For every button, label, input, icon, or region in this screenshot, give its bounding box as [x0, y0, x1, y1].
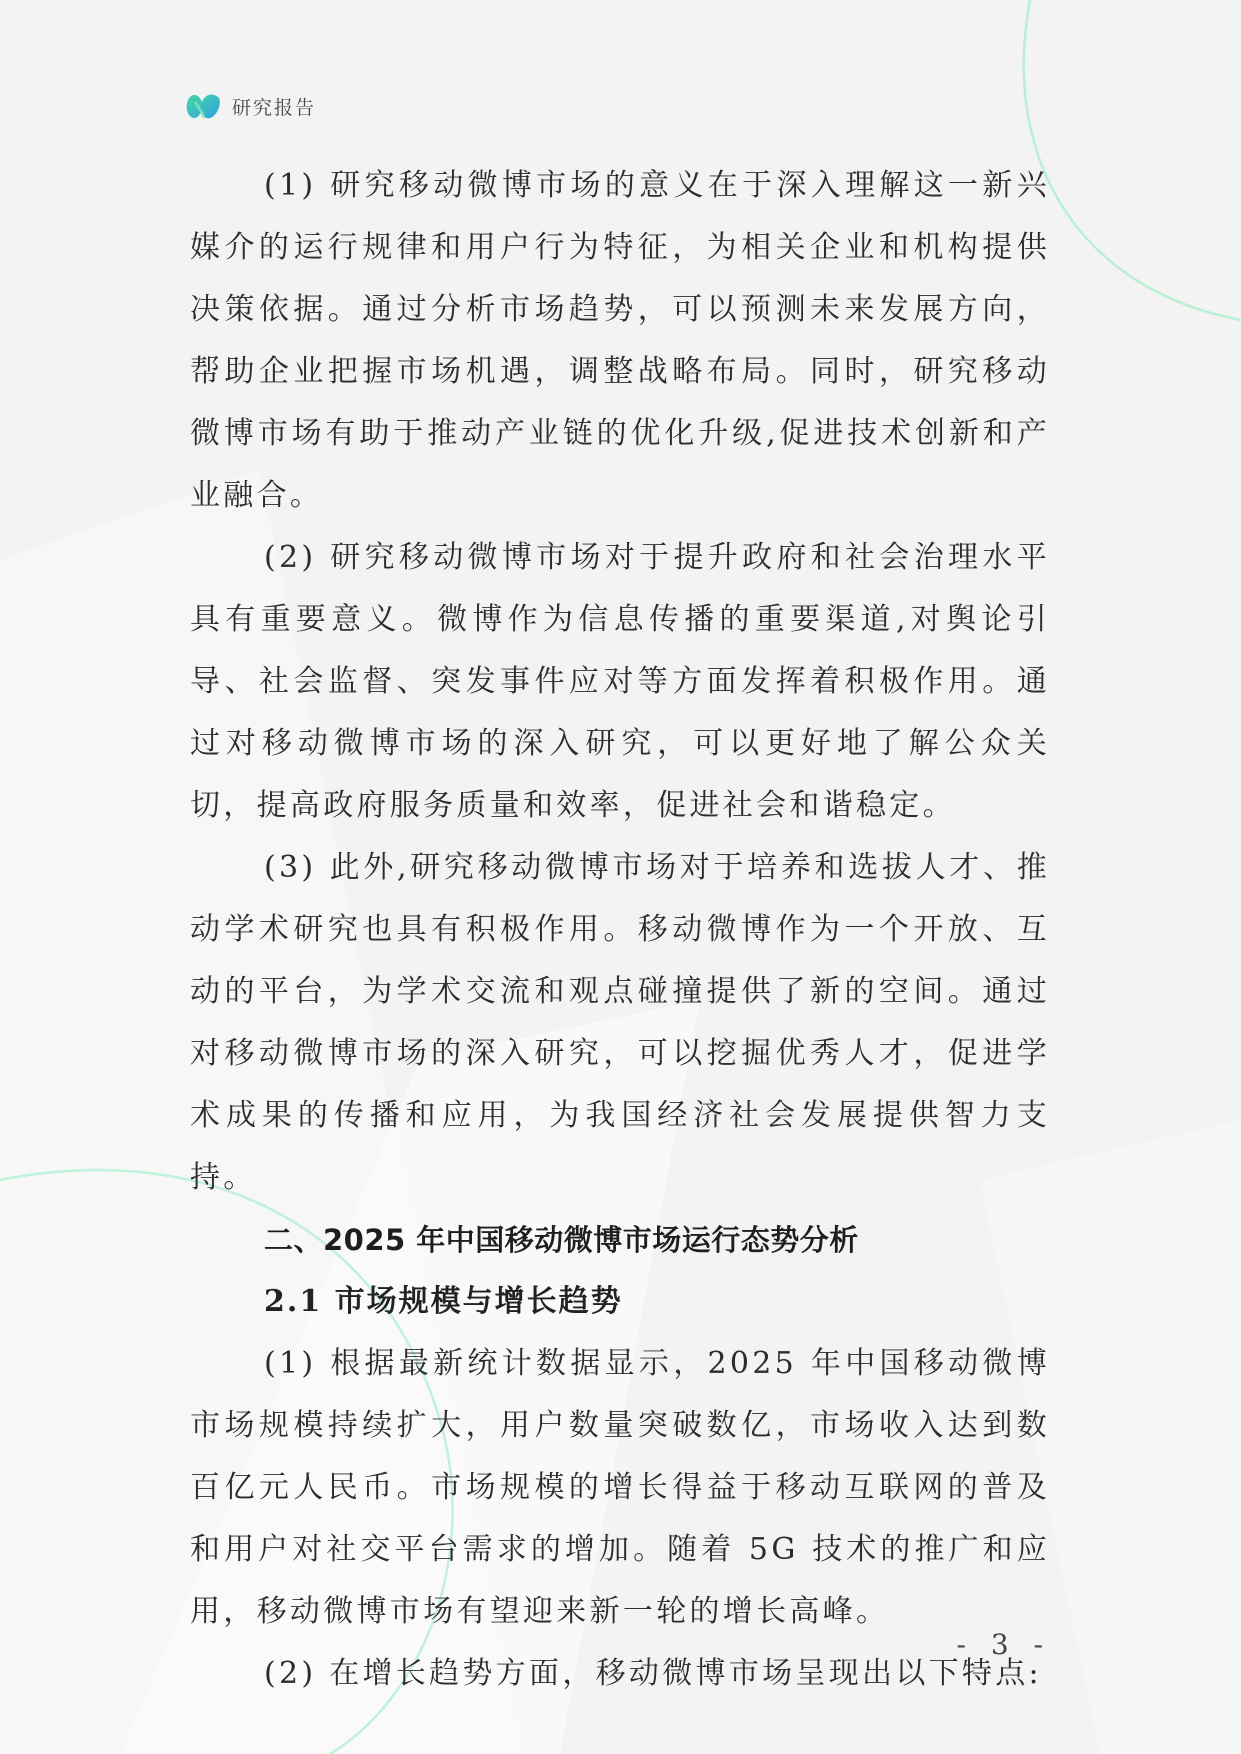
report-header: [186, 88, 316, 124]
subsection-heading: 2.1 市场规模与增长趋势: [264, 1284, 623, 1319]
paragraph: (1) 根据最新统计数据显示，2025 年中国移动微博市场规模持续扩大，用户数量突破数亿，市场收入达到数百亿元人民币。市场规模的增长得益于移动互联网的普及和用户对社交平台需求的增加。随着 5G 技术的推广和应用，移动微博市场有望迎来新一轮的增长高峰。: [190, 1346, 1050, 1629]
paragraph: (2) 研究移动微博市场对于提升政府和社会治理水平具有重要意义。微博作为信息传播的重要渠道,对舆论引导、社会监督、突发事件应对等方面发挥着积极作用。通过对移动微博市场的深入研究，可以更好地了解公众关切，提高政府服务质量和效率，促进社会和谐稳定。: [190, 540, 1050, 823]
section-heading: 二、2025 年中国移动微博市场运行态势分析: [264, 1223, 859, 1257]
paragraph: (1) 研究移动微博市场的意义在于深入理解这一新兴媒介的运行规律和用户行为特征，为相关企业和机构提供决策依据。通过分析市场趋势，可以预测未来发展方向，帮助企业把握市场机遇，调整战略布局。同时，研究移动微博市场有助于推动产业链的优化升级,促进技术创新和产业融合。: [190, 168, 1050, 513]
page-number: - 3 -: [956, 1628, 1051, 1661]
brand-logo-icon: [186, 90, 222, 122]
document-body: [190, 155, 1050, 1705]
paragraph: (2) 在增长趋势方面，移动微博市场呈现出以下特点:: [264, 1656, 1042, 1691]
header-title: 研究报告: [232, 96, 317, 119]
paragraph: (3) 此外,研究移动微博市场对于培养和选拔人才、推动学术研究也具有积极作用。移动微博作为一个开放、互动的平台，为学术交流和观点碰撞提供了新的空间。通过对移动微博市场的深入研究，可以挖掘优秀人才，促进学术成果的传播和应用，为我国经济社会发展提供智力支持。: [190, 850, 1050, 1195]
